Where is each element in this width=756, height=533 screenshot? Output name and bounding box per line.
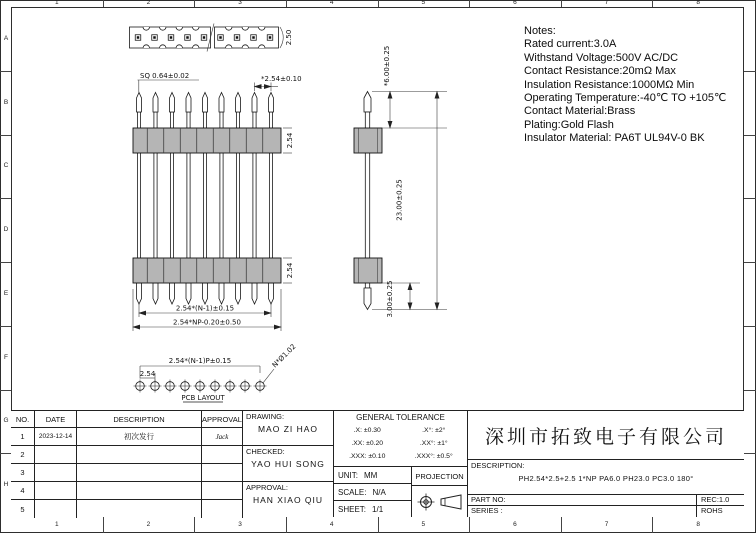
zone-number-top: 8 (696, 0, 700, 6)
dim-label-housing-bottom: 2.54 (286, 262, 294, 279)
zone-letter-left: F (4, 353, 8, 361)
front-pin-top-cap (186, 93, 191, 113)
top-view (130, 24, 294, 52)
tolerance-rows (334, 424, 467, 463)
zone-letter-left: D (3, 226, 9, 234)
front-pin-top-cap (236, 93, 241, 113)
front-pin-top-cap (203, 93, 208, 113)
front-housing-top (133, 128, 281, 153)
zone-number-top: 1 (55, 0, 59, 6)
front-pin-top-cap (219, 93, 224, 113)
rev-cell: 4 (11, 482, 35, 500)
tolerance-block (333, 411, 467, 517)
zone-letter-left: B (3, 98, 9, 106)
checked-cell (243, 446, 333, 483)
rev-cell: Jack (202, 428, 243, 446)
rev-cell: 2 (11, 446, 35, 464)
title-block (11, 410, 744, 517)
description-cell (468, 460, 744, 495)
general-tolerance (334, 411, 467, 467)
zone-number-bottom: 2 (146, 521, 151, 528)
front-pin-bottom-cap (153, 283, 158, 304)
rev-cell: APPROVAL (202, 411, 243, 428)
scale-label: SCALE: (338, 487, 367, 497)
rev-cell: 2023-12-14 (35, 428, 77, 446)
zone-number-bottom: 7 (604, 521, 609, 528)
projection-cell (412, 467, 467, 517)
sheet-label: SHEET: (338, 504, 367, 514)
rev-cell (202, 500, 243, 518)
rev-cell (77, 464, 202, 482)
notes-line: Operating Temperature:-40℃ TO +105℃ (524, 92, 727, 105)
unit-scale-sheet (334, 467, 412, 517)
front-pin-top-cap (153, 93, 158, 113)
rev-cell (202, 464, 243, 482)
zone-number-bottom: 8 (696, 521, 700, 528)
drawing-name: MAO ZI HAO (257, 424, 319, 434)
dim-label-span: 2.54*(N-1)±0.15 (175, 304, 235, 313)
zone-letter-left: C (3, 162, 9, 170)
notes-block (524, 25, 742, 146)
tolerance-value: .XX°: ±1° (419, 440, 448, 447)
front-pin-bottom-cap (269, 283, 274, 304)
zone-number-top: 5 (421, 0, 426, 6)
rev-cell: 3 (11, 464, 35, 482)
rev-cell: DESCRIPTION (77, 411, 202, 428)
rev-cell: NO. (11, 411, 35, 428)
tolerance-value: .XXX°: ±0.5° (414, 453, 453, 460)
zone-number-bottom: 1 (55, 521, 59, 528)
part-no-row (468, 495, 744, 506)
front-pin-bottom-cap (137, 283, 142, 304)
notes-line: Insulator Material: PA6T UL94V-0 BK (524, 132, 705, 145)
top-view-pins (135, 35, 273, 41)
drawing-cell (243, 411, 333, 446)
rev-cell: 5 (11, 500, 35, 518)
front-pin-bottom-cap (219, 283, 224, 304)
tolerance-value: .X°: ±2° (422, 427, 446, 434)
pcb-layout-view (134, 343, 298, 402)
notes-line: Contact Resistance:20mΩ Max (524, 65, 676, 78)
rev-cell (77, 482, 202, 500)
dim-label-overall: 2.54*NP-0.20±0.50 (173, 318, 241, 327)
scale-row (334, 484, 411, 501)
rec-value: REC:1.0 (696, 495, 744, 505)
dim-label-pcb-pitch: 2.54 (139, 370, 156, 378)
notes-line: Plating:Gold Flash (524, 118, 614, 131)
tolerance-value: .X: ±0.30 (353, 427, 381, 434)
side-housing-bottom (354, 258, 382, 283)
zone-letter-left: H (3, 481, 9, 489)
rev-cell (35, 446, 77, 464)
dim-label-side-top: *6.00±0.25 (383, 45, 391, 87)
front-pin-bottom-cap (252, 283, 257, 304)
notes-line: Withstand Voltage:500V AC/DC (524, 51, 679, 64)
tolerance-value: .XXX: ±0.10 (349, 453, 386, 460)
series-row (468, 506, 744, 517)
pcb-layout-caption: PCB LAYOUT (181, 394, 225, 402)
rev-cell (35, 500, 77, 518)
rev-cell (77, 446, 202, 464)
drawing-label: DRAWING: (246, 412, 285, 421)
front-pin-top-cap (269, 93, 274, 113)
front-pin-bottom-cap (236, 283, 241, 304)
rev-cell (202, 446, 243, 464)
unit-row (334, 467, 411, 484)
dim-label-side-total: 23.00±0.25 (395, 179, 404, 221)
zone-number-top: 7 (604, 0, 609, 6)
rev-cell (35, 482, 77, 500)
zone-number-top: 3 (238, 0, 242, 6)
side-housing-top (354, 128, 382, 153)
projection-symbol-icon (412, 486, 467, 517)
dim-label-top-view-height: 2.50 (285, 29, 293, 46)
dim-label-pitch: *2.54±0.10 (261, 75, 302, 83)
notes-title: Notes: (524, 25, 556, 37)
approval-name: HAN XIAO QIU (252, 495, 324, 506)
part-no-label: PART NO: (471, 495, 506, 505)
dim-label-sq: SQ 0.64±0.02 (140, 72, 190, 80)
tolerance-row (334, 450, 467, 463)
zone-letter-left: G (3, 417, 9, 425)
front-pin-top-cap (252, 93, 257, 113)
revision-table (11, 411, 243, 517)
sheet-row (334, 501, 411, 517)
company-block (467, 411, 744, 517)
signature-block (243, 411, 333, 517)
rohs-value: ROHS (696, 506, 744, 517)
dim-label-side-bottom: 3.00±0.25 (386, 280, 394, 318)
pcb-holes (134, 380, 267, 393)
sheet-value: 1/1 (372, 504, 384, 514)
tolerance-row (334, 424, 467, 437)
dim-label-housing-top: 2.54 (286, 132, 294, 149)
front-pin-bottom-cap (203, 283, 208, 304)
notes-lines (524, 38, 742, 145)
zone-number-top: 6 (513, 0, 517, 6)
tolerance-title: GENERAL TOLERANCE (356, 413, 445, 422)
rev-cell (77, 500, 202, 518)
dim-label-pcb-hole: N*Ø1.02 (270, 342, 298, 370)
zone-letter-left: A (3, 34, 9, 42)
checked-label: CHECKED: (246, 446, 285, 456)
projection-label: PROJECTION (412, 467, 467, 486)
rev-cell (202, 482, 243, 500)
zone-number-bottom: 3 (238, 521, 242, 528)
front-pin-bottom-cap (170, 283, 175, 304)
front-housing-bottom (133, 258, 281, 283)
tolerance-row (334, 437, 467, 450)
front-pin-top-cap (137, 93, 142, 113)
unit-value: MM (364, 470, 378, 480)
side-view (354, 46, 447, 318)
rev-cell: 1 (11, 428, 35, 446)
scale-value: N/A (372, 487, 386, 497)
notes-line: Rated current:3.0A (524, 38, 617, 51)
notes-line: Insulation Resistance:1000MΩ Min (524, 78, 695, 91)
company-name: 深圳市拓致电子有限公司 (468, 411, 744, 460)
rev-cell: DATE (35, 411, 77, 428)
front-pin-top-cap (170, 93, 175, 113)
approval-cell (243, 482, 333, 517)
dim-label-pcb-span: 2.54*(N-1)P±0.15 (168, 357, 232, 365)
zone-number-top: 2 (146, 0, 151, 6)
description-value: PH2.54*2.5+2.5 1*NP PA6.0 PH23.0 PC3.0 180° (518, 474, 694, 484)
approval-label: APPROVAL: (246, 483, 288, 493)
rev-cell (35, 464, 77, 482)
tolerance-value: .XX: ±0.20 (351, 440, 384, 447)
series-label: SERIES : (471, 506, 503, 516)
description-label: DESCRIPTION: (471, 461, 525, 471)
front-view (133, 72, 302, 331)
zone-number-bottom: 4 (329, 521, 334, 528)
zone-number-top: 4 (329, 0, 334, 6)
checked-name: YAO HUI SONG (251, 458, 325, 469)
zone-number-bottom: 5 (421, 521, 426, 528)
zone-letter-left: E (3, 289, 9, 297)
unit-label: UNIT: (338, 470, 358, 480)
notes-line: Contact Material:Brass (524, 105, 636, 118)
front-pin-bottom-cap (186, 283, 191, 304)
rev-cell: 初次发行 (77, 428, 202, 446)
zone-number-bottom: 6 (513, 521, 517, 528)
